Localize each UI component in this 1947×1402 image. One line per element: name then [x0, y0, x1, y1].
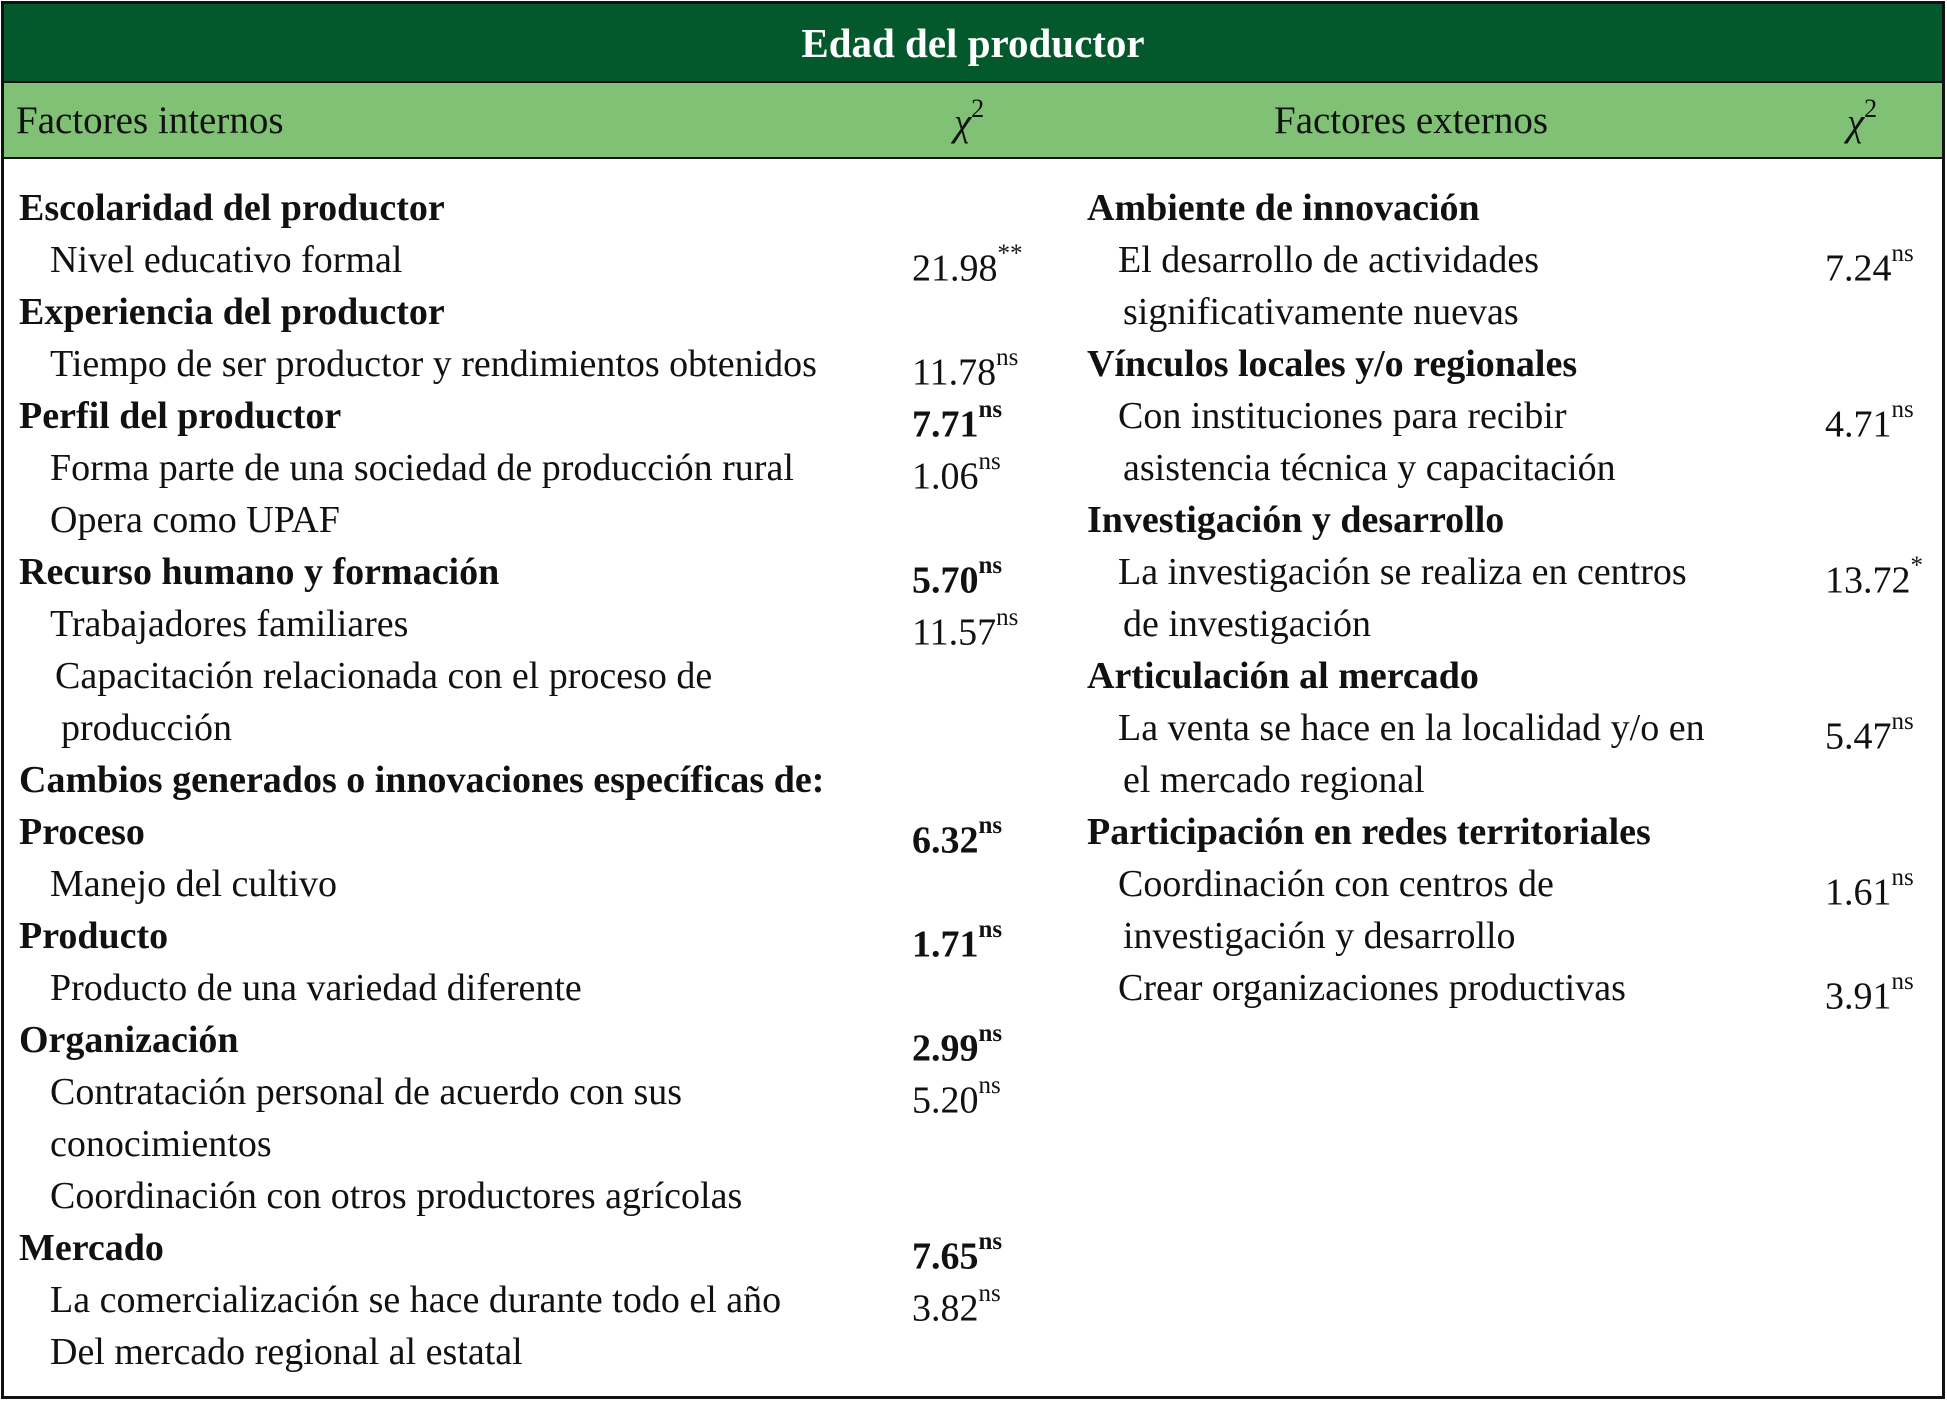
factor-row [19, 1170, 1039, 1222]
significance-marker: ns [978, 1020, 1003, 1047]
chi-square-number: 4.71 [1825, 403, 1892, 446]
factor-row [19, 598, 1039, 654]
chi-square-number: 7.71 [912, 403, 979, 446]
significance-marker: ns [1891, 240, 1914, 267]
factor-label: Del mercado regional al estatal [50, 1331, 523, 1373]
chi-square-value [1825, 962, 1914, 1023]
factor-row [19, 442, 1039, 498]
section-heading: Investigación y desarrollo [1087, 499, 1505, 541]
chi-symbol: χ [1847, 101, 1865, 144]
factor-row [1087, 910, 1937, 962]
header-chi-square-left [954, 94, 985, 145]
factor-label: Contratación personal de acuerdo con sus [50, 1071, 683, 1113]
factor-label: significativamente nuevas [1123, 291, 1519, 333]
chi-exponent: 2 [1864, 94, 1878, 123]
significance-marker: ns [996, 344, 1019, 371]
section-heading-row [1087, 494, 1937, 546]
factor-label: producción [61, 707, 232, 749]
factor-row [19, 1066, 1039, 1122]
chi-square-number: 1.61 [1825, 871, 1892, 914]
section-heading: Escolaridad del productor [19, 187, 445, 229]
section-heading-row [1087, 650, 1937, 702]
section-heading-row [19, 286, 1039, 338]
section-heading: Mercado [19, 1227, 164, 1269]
factor-row [19, 1118, 1039, 1170]
factor-row [19, 702, 1039, 754]
factor-label: asistencia técnica y capacitación [1123, 447, 1616, 489]
factor-row [1087, 390, 1937, 446]
factor-label: Nivel educativo formal [50, 239, 403, 281]
significance-marker: ** [997, 240, 1023, 267]
factor-label: Coordinación con centros de [1118, 863, 1554, 905]
section-heading-row [19, 806, 1039, 862]
header-internal-factors: Factores internos [16, 99, 284, 142]
factor-label: conocimientos [50, 1123, 272, 1165]
significance-marker: * [1910, 552, 1923, 579]
significance-marker: ns [978, 1280, 1001, 1307]
section-heading-row [19, 1014, 1039, 1070]
section-heading: Recurso humano y formación [19, 551, 500, 593]
section-heading-row [19, 1222, 1039, 1278]
factor-row [19, 650, 1039, 702]
factor-label: de investigación [1123, 603, 1371, 645]
chi-square-number: 7.65 [912, 1235, 979, 1278]
chi-exponent: 2 [971, 94, 985, 123]
section-heading: Organización [19, 1019, 239, 1061]
factor-row [1087, 598, 1937, 650]
factor-label: Tiempo de ser productor y rendimientos obtenidos [50, 343, 817, 385]
factor-row [1087, 962, 1937, 1018]
chi-square-number: 7.24 [1825, 247, 1892, 290]
section-heading: Articulación al mercado [1087, 655, 1479, 697]
factor-row [1087, 546, 1937, 602]
factor-label: El desarrollo de actividades [1118, 239, 1540, 281]
section-heading-row [1087, 806, 1937, 858]
section-heading: Participación en redes territoriales [1087, 811, 1651, 853]
factor-label: Manejo del cultivo [50, 863, 338, 905]
internal-factors-column [19, 182, 1039, 1378]
factor-row [1087, 702, 1937, 758]
factor-label: Opera como UPAF [50, 499, 340, 541]
factor-row [1087, 858, 1937, 914]
section-heading: Producto [19, 915, 169, 957]
section-heading-row [1087, 338, 1937, 390]
section-heading: Proceso [19, 811, 145, 853]
significance-marker: ns [978, 396, 1003, 423]
chi-square-number: 3.82 [912, 1287, 979, 1330]
factor-label: La investigación se realiza en centros [1118, 551, 1687, 593]
external-factors-column [1087, 182, 1937, 1018]
section-heading-row [19, 754, 1039, 806]
significance-marker: ns [978, 552, 1003, 579]
factor-label: Capacitación relacionada con el proceso de [55, 655, 713, 697]
factor-row [19, 1274, 1039, 1330]
significance-marker: ns [1891, 708, 1914, 735]
factor-row [1087, 754, 1937, 806]
section-heading: Perfil del productor [19, 395, 342, 437]
significance-marker: ns [1891, 864, 1914, 891]
chi-square-number: 5.70 [912, 559, 979, 602]
factor-row [1087, 442, 1937, 494]
factor-label: Coordinación con otros productores agrícolas [50, 1175, 743, 1217]
chi-symbol: χ [954, 101, 972, 144]
header-external-factors: Factores externos [1274, 99, 1548, 142]
factor-row [19, 234, 1039, 290]
chi-square-number: 13.72 [1825, 559, 1911, 602]
factor-label: La comercialización se hace durante todo el año [50, 1279, 782, 1321]
factor-label: Con instituciones para recibir [1118, 395, 1567, 437]
significance-marker: ns [978, 916, 1003, 943]
significance-marker: ns [978, 812, 1003, 839]
factor-label: investigación y desarrollo [1123, 915, 1516, 957]
chi-square-number: 11.57 [912, 611, 997, 654]
chi-square-number: 1.06 [912, 455, 979, 498]
factor-row [19, 1326, 1039, 1378]
significance-marker: ns [978, 1072, 1001, 1099]
column-header-row [4, 83, 1942, 159]
section-heading-row [1087, 182, 1937, 234]
factor-label: Trabajadores familiares [50, 603, 409, 645]
section-heading-row [19, 390, 1039, 446]
significance-marker: ns [996, 604, 1019, 631]
section-heading-row [19, 910, 1039, 966]
chi-square-number: 3.91 [1825, 975, 1892, 1018]
chi-square-number: 5.47 [1825, 715, 1892, 758]
factor-label: La venta se hace en la localidad y/o en [1118, 707, 1705, 749]
significance-marker: ns [978, 448, 1001, 475]
results-table [1, 1, 1945, 1399]
factor-row [19, 494, 1039, 546]
chi-square-number: 11.78 [912, 351, 997, 394]
chi-square-number: 2.99 [912, 1027, 979, 1070]
table-title: Edad del productor [4, 4, 1942, 83]
chi-square-number: 21.98 [912, 247, 998, 290]
factor-row [1087, 234, 1937, 290]
factor-row [19, 858, 1039, 910]
factor-label: Forma parte de una sociedad de producción rural [50, 447, 794, 489]
factor-label: el mercado regional [1123, 759, 1425, 801]
factor-label: Producto de una variedad diferente [50, 967, 582, 1009]
factor-row [19, 962, 1039, 1014]
factor-row [19, 338, 1039, 394]
factor-row [1087, 286, 1937, 338]
header-chi-square-right [1847, 94, 1878, 145]
section-heading-row [19, 546, 1039, 602]
section-heading: Vínculos locales y/o regionales [1087, 343, 1578, 385]
chi-square-number: 5.20 [912, 1079, 979, 1122]
significance-marker: ns [1891, 968, 1914, 995]
chi-square-number: 1.71 [912, 923, 979, 966]
section-heading: Cambios generados o innovaciones específicas de: [19, 759, 825, 801]
significance-marker: ns [978, 1228, 1003, 1255]
chi-square-number: 6.32 [912, 819, 979, 862]
section-heading: Ambiente de innovación [1087, 187, 1480, 229]
significance-marker: ns [1891, 396, 1914, 423]
factor-label: Crear organizaciones productivas [1118, 967, 1626, 1009]
section-heading-row [19, 182, 1039, 234]
section-heading: Experiencia del productor [19, 291, 445, 333]
